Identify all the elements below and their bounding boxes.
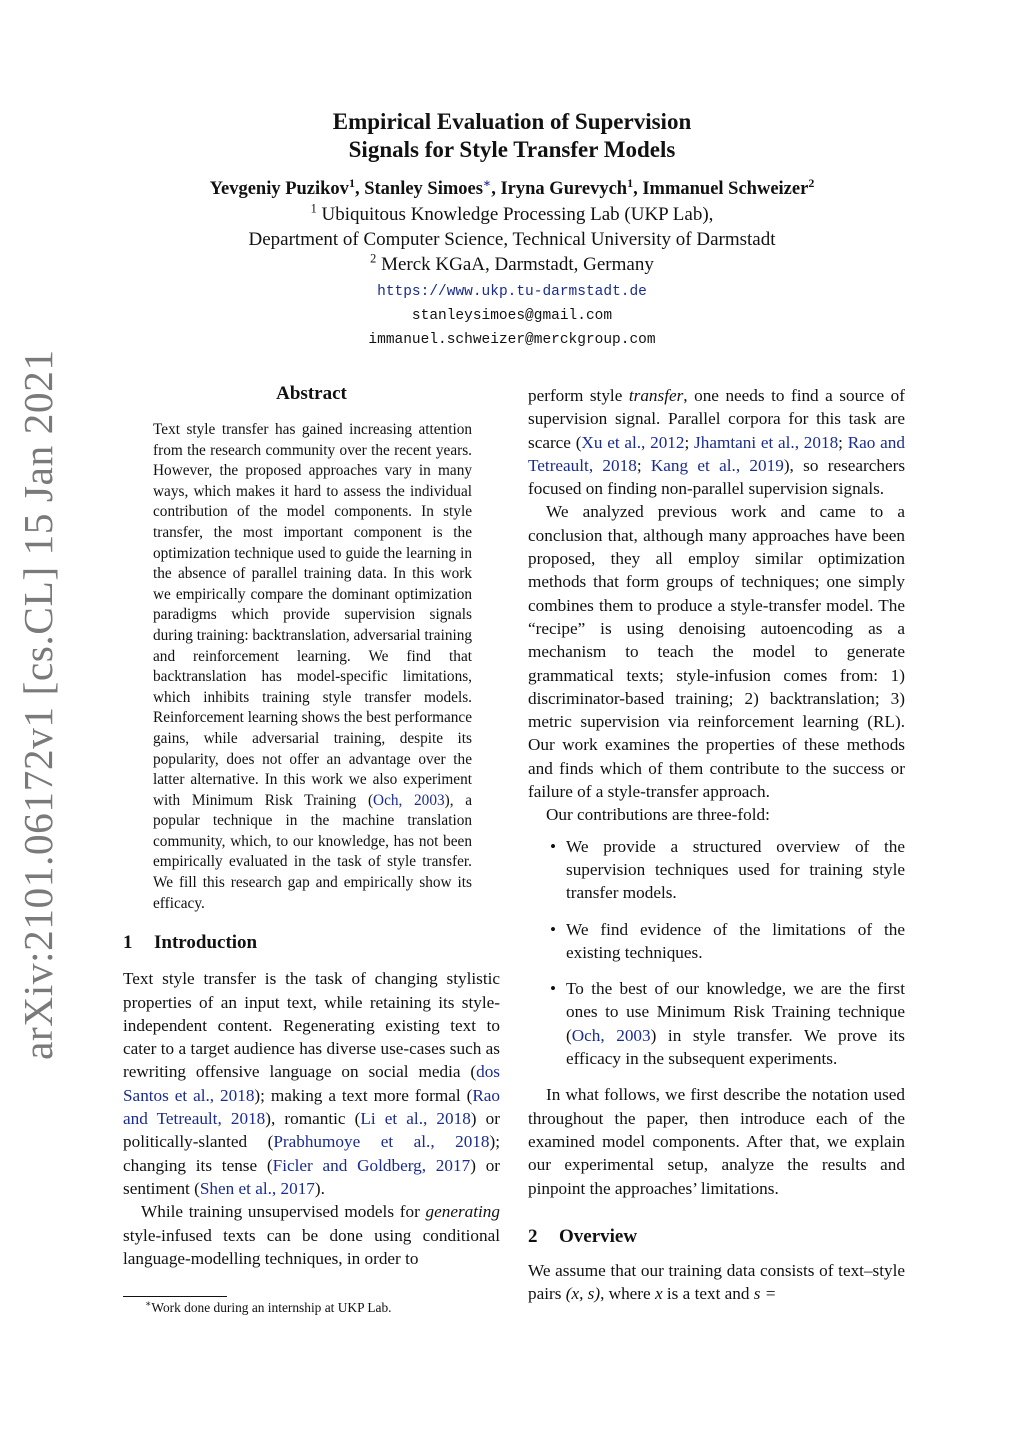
section-heading-introduction: 1 Introduction (123, 932, 258, 954)
citation-link[interactable]: Kang et al., 2019 (650, 455, 784, 475)
author-name: Iryna Gurevych (500, 179, 628, 199)
author-name: Stanley Simoes (364, 179, 483, 199)
citation-link[interactable]: Rao and Tetreault, 2018 (528, 432, 905, 475)
contributions-list (528, 835, 905, 1071)
body-paragraph: Our contributions are three-fold: (546, 805, 770, 825)
citation-link[interactable]: dos Santos et al., 2018 (123, 1062, 500, 1105)
left-column (123, 382, 500, 1270)
email-address[interactable]: stanleysimoes@gmail.com (411, 308, 613, 324)
body-paragraph: In what follows, we first describe the notation used throughout the paper, then introduce each of the examined model components. After that, we explain our experimental setup, analyze the results and pinpoint the approaches’ limitations. (528, 1085, 905, 1198)
right-column (528, 384, 905, 1305)
section-heading-overview: 2 Overview (528, 1225, 638, 1247)
citation-link[interactable]: Shen et al., 2017 (199, 1178, 315, 1198)
body-paragraph: We analyzed previous work and came to a conclusion that, although many approaches have been proposed, they all employ similar optimization methods that form groups of techniques; one simply combines them to produce a style-transfer model. The “recipe” is using denoising autoencoding as a mechanism to teach the model to generate grammatical texts; style-infusion comes from: 1) discriminator-based training; 2) backtranslation; 3) metric supervision via reinforcement learning (RL). Our work examines the properties of these methods and finds which of them contribute to the success or failure of a style-transfer approach. (528, 502, 905, 802)
citation-link[interactable]: Xu et al., 2012 (581, 432, 685, 452)
citation-link[interactable]: Och, 2003 (373, 791, 445, 809)
math-expression: s = (753, 1284, 777, 1304)
paper-title: Empirical Evaluation of Supervision Signals for Style Transfer Models (332, 109, 692, 162)
math-expression: x (654, 1284, 663, 1304)
body-paragraph: We assume that our training data consists of text–style pairs (x, s), where x is a text and s = (528, 1260, 905, 1304)
body-paragraph: perform style transfer, one needs to find a source of supervision signal. Parallel corpora for this task are scarce (Xu et al., 2012; Jhamtani et al., 2018; Rao and Tetreault, 2018; Kang et al., 2019), so researchers focused on finding non-parallel supervision signals. (528, 386, 906, 499)
citation-link[interactable]: Ficler and Goldberg, 2017 (272, 1155, 471, 1175)
math-expression: (x, s) (565, 1284, 601, 1304)
list-item: • We provide a structured overview of the supervision techniques used for training style transfer models. (550, 836, 905, 903)
email-address[interactable]: immanuel.schweizer@merckgroup.com (368, 332, 656, 348)
citation-link[interactable]: Rao and Tetreault, 2018 (123, 1085, 500, 1129)
abstract-heading: Abstract (276, 383, 347, 404)
affiliation-line: $^1$ Ubiquitous Knowledge Processing Lab (UKP Lab), (310, 201, 714, 225)
citation-link[interactable]: Och, 2003 (571, 1025, 651, 1045)
intro-paragraph: Text style transfer is the task of changing stylistic properties of an input text, while retaining its style-independent content. Regenerating existing text to cater to a target audience has diverse use-cases such as rewriting offensive language on social media (dos Santos et al., 2018); making a text more formal (Rao and Tetreault, 2018), romantic (Li et al., 2018) or politically-slanted (Prabhumoye et al., 2018); changing its tense (Ficler and Goldberg, 2017) or sentiment (Shen et al., 2017). (123, 969, 501, 1198)
citation-link[interactable]: Li et al., 2018 (360, 1109, 471, 1129)
citation-link[interactable]: Prabhumoye et al., 2018 (273, 1132, 490, 1152)
paper-header (0, 108, 1024, 352)
affiliation-line: Department of Computer Science, Technical University of Darmstadt (248, 229, 776, 250)
list-item: • To the best of our knowledge, we are the first ones to use Minimum Risk Training technique (Och, 2003) in style transfer. We prove its efficacy in the subsequent experiments. (550, 979, 905, 1069)
list-item: • We find evidence of the limitations of the existing techniques. (550, 919, 905, 962)
affiliation-line: $^2$ Merck KGaA, Darmstadt, Germany (370, 251, 654, 275)
author-name: Yevgeniy Puzikov (209, 179, 349, 199)
citation-link[interactable]: Jhamtani et al., 2018 (694, 432, 839, 452)
intro-paragraph: While training unsupervised models for generating style-infused texts can be done using conditional language-modelling techniques, in order to (123, 1202, 500, 1268)
author-name: Immanuel Schweizer (642, 179, 809, 199)
footnote-marker[interactable]: ∗ (482, 175, 492, 190)
footnote-divider (123, 1296, 227, 1297)
website-link[interactable]: https://www.ukp.tu-darmstadt.de (377, 284, 647, 300)
footnote: ∗Work done during an internship at UKP Lab. (145, 1299, 392, 1315)
author-list: Yevgeniy Puzikov$^1$, Stanley Simoes∗, Iryna Gurevych$^1$, Immanuel Schweizer$^2$ (209, 175, 815, 199)
abstract-text: Text style transfer has gained increasing attention from the research community over the recent years. However, the proposed approaches vary in many ways, which makes it hard to assess the individual contribution of the model components. In style transfer, the most important component is the optimization technique used to guide the learning in the absence of parallel training data. In this work we empirically compare the dominant optimization paradigms which provide supervision signals during training: backtranslation, adversarial training and reinforcement learning. We find that backtranslation has model-specific limitations, which inhibits training style transfer models. Reinforcement learning shows the best performance gains, while adversarial training, despite its popularity, does not offer an advantage over the latter alternative. In this work we also experiment with Minimum Risk Training (Och, 2003), a popular technique in the machine translation community, which, to our knowledge, has not been empirically evaluated in the task of style transfer. We fill this research gap and empirically show its efficacy. (153, 421, 473, 912)
